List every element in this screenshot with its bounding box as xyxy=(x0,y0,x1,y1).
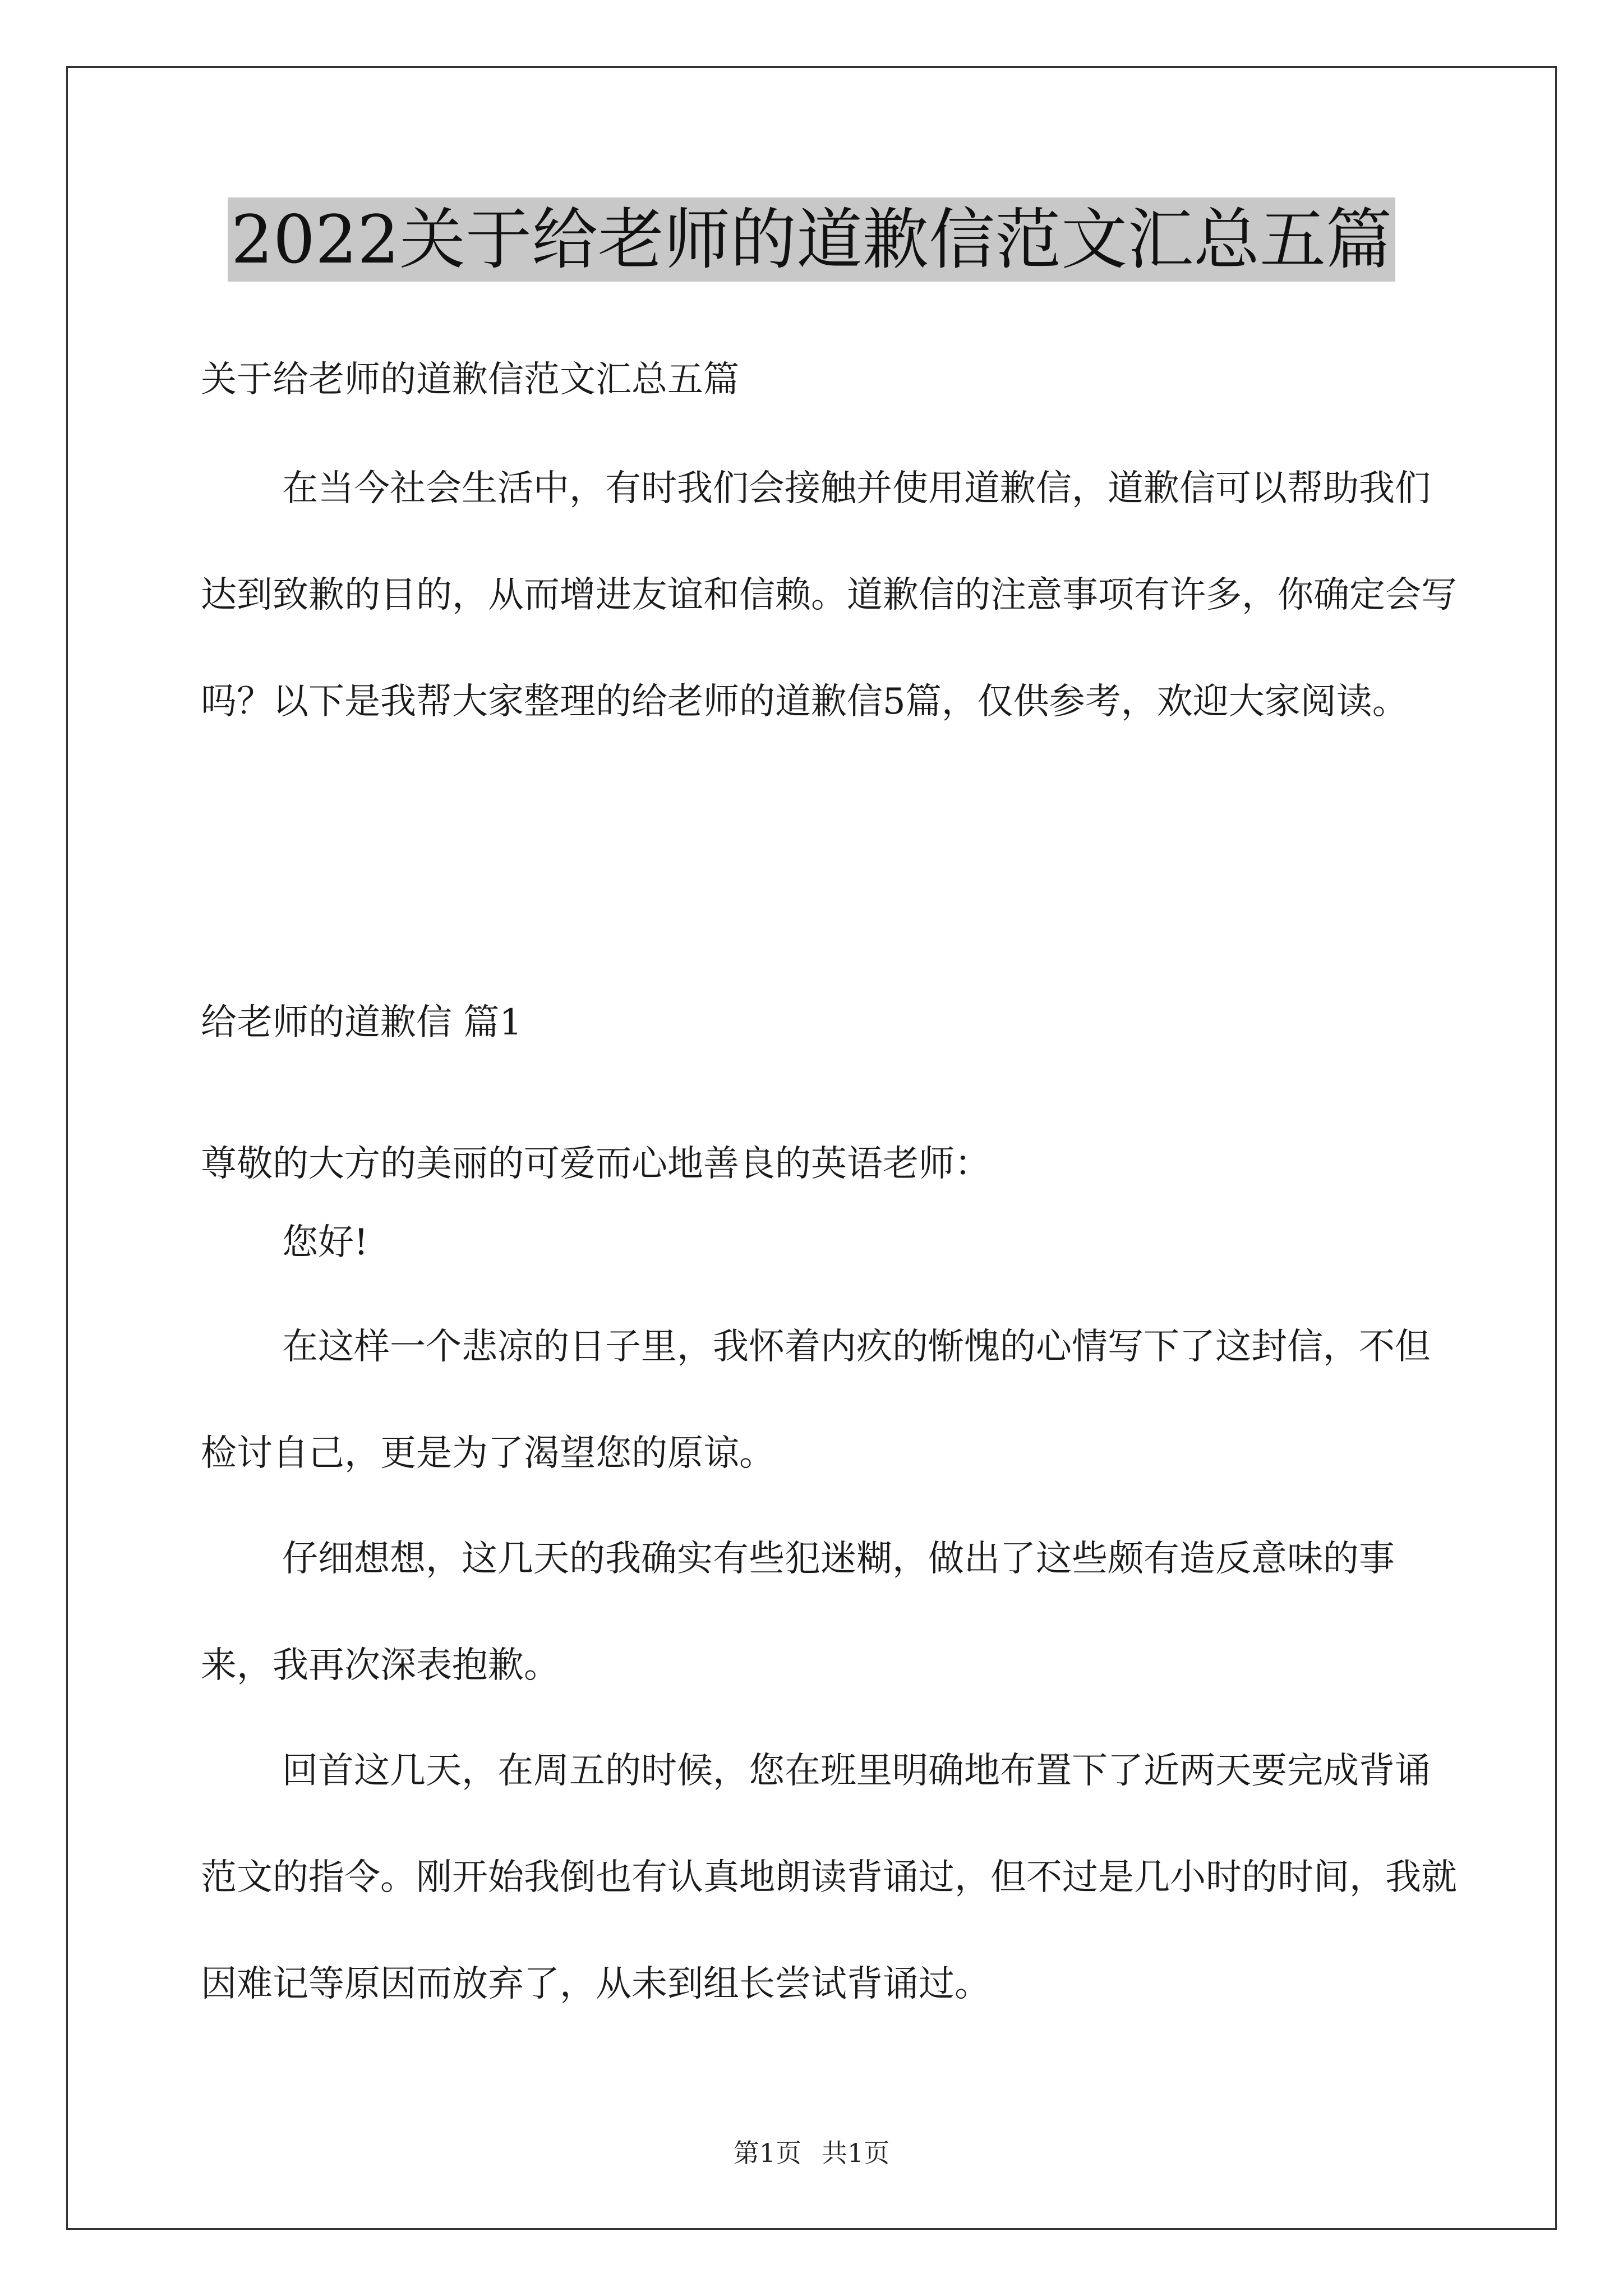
body-paragraph: 回首这几天，在周五的时候，您在班里明确地布置下了近两天要完成背诵范文的指令。刚开始我倒也有认真地朗读背诵过，但不过是几小时的时间，我就因难记等原因而放弃了，从未到组长尝试背诵过。 xyxy=(201,1750,1457,2005)
document-title: 2022关于给老师的道歉信范文汇总五篇 xyxy=(228,197,1395,282)
body-paragraph: 仔细想想，这几天的我确实有些犯迷糊，做出了这些颇有造反意味的事来，我再次深表抱歉。 xyxy=(201,1538,1395,1686)
title-container xyxy=(0,197,1623,282)
intro-paragraph: 在当今社会生活中，有时我们会接触并使用道歉信，道歉信可以帮助我们达到致歉的目的，从而增进友谊和信赖。道歉信的注意事项有许多，你确定会写吗？以下是我帮大家整理的给老师的道歉信5篇，仅供参考，欢迎大家阅读。 xyxy=(201,468,1457,723)
page-total: 共1页 xyxy=(822,2138,890,2168)
body-paragraph: 在这样一个悲凉的日子里，我怀着内疚的惭愧的心情写下了这封信，不但检讨自己，更是为了渴望您的原谅。 xyxy=(201,1326,1431,1474)
section-heading: 给老师的道歉信 篇1 xyxy=(201,1002,523,1043)
salutation: 尊敬的大方的美丽的可爱而心地善良的英语老师： xyxy=(201,1143,990,1185)
greeting: 您好! xyxy=(282,1222,368,1263)
page-number: 第1页 xyxy=(733,2138,801,2168)
page-footer xyxy=(0,2136,1623,2170)
document-subtitle: 关于给老师的道歉信范文汇总五篇 xyxy=(201,359,739,401)
